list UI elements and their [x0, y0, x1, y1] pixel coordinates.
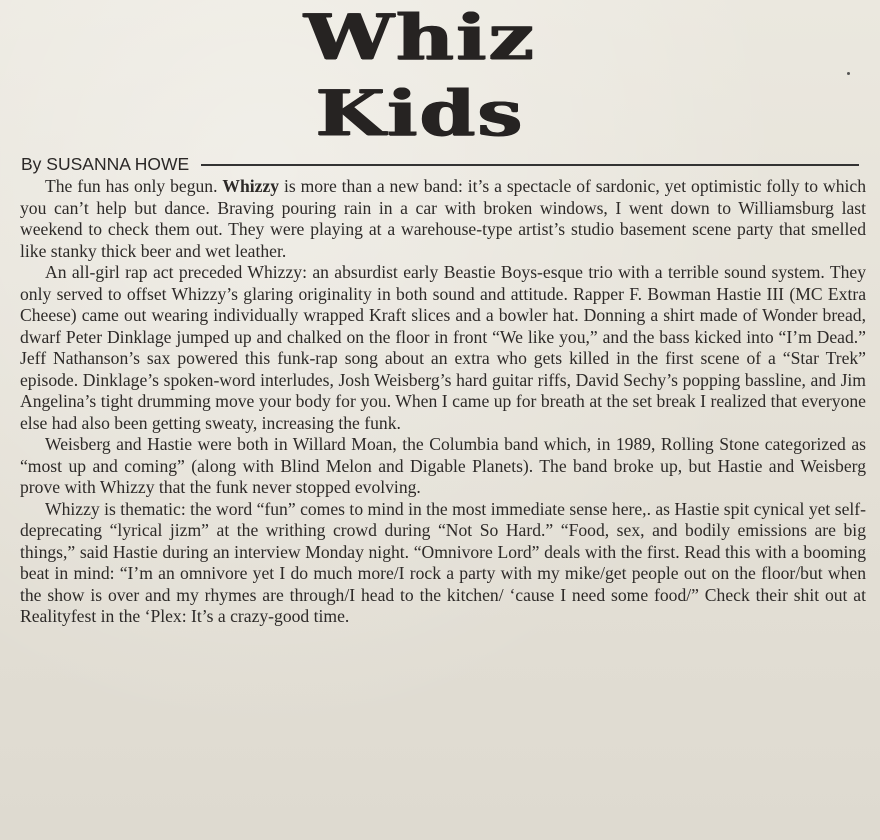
article-paragraph-2: An all-girl rap act preceded Whizzy: an absurdist early Beastie Boys-esque trio with a terrible sound system. They only served to offset Whizzy’s glaring originality in both sound and attitude. Rapper F. Bowman Hastie III (MC Extra Cheese) came out wearing individually wrapped Kraft slices and a bowler hat. Donning a shirt made of Wonder bread, dwarf Peter Dinklage jumped up and chalked on the floor in front “We like you,” and the bass kicked into “I’m Dead.” Jeff Nathanson’s sax powered this funk-rap song about an extra who gets killed in the first scene of a “Star Trek” episode. Dinklage’s spoken-word interludes, Josh Weisberg’s hard guitar riffs, David Sechy’s popping bassline, and Jim Angelina’s tight drumming move your body for you. When I came up for breath at the set break I realized that everyone else had also been getting sweaty, increasing the funk. [20, 262, 866, 433]
paragraph-1-band-name: Whizzy [222, 176, 280, 196]
article-paragraph-3: Weisberg and Hastie were both in Willard Moan, the Columbia band which, in 1989, Rolling Stone categorized as “most up and coming” (along with Blind Melon and Digable Planets). The band broke up, but Hastie and Weisberg prove with Whizzy that the funk never stopped evolving. [20, 434, 866, 497]
byline-rule [201, 164, 859, 166]
paragraph-1-lead: The fun has only begun. [45, 176, 223, 196]
byline-row [21, 152, 859, 176]
paragraph-1-rest: is more than a new band: it’s a spectacle of sardonic, yet optimistic folly to which you can’t help but dance. Braving pouring rain in a car with broken windows, I went down to Williamsburg last weekend to check them out. They were playing at a warehouse-type artist’s studio basement scene party that smelled like stanky thick beer and wet leather. [20, 176, 866, 261]
headline-line-2: Kids [315, 76, 525, 150]
byline: By SUSANNA HOWE [21, 153, 190, 174]
article-body [20, 176, 866, 628]
article-paragraph-4: Whizzy is thematic: the word “fun” comes to mind in the most immediate sense here,. as Hastie spit cynical yet self-deprecating “lyrical jizm” at the writhing crowd during “Not So Hard.” “Food, sex, and bodily emissions are big things,” said Hastie during an interview Monday night. “Omnivore Lord” deals with the first. Read this with a booming beat in mind: “I’m an omnivore yet I do much more/I rock a party with my mike/get people out on the floor/but when the show is over and my rhymes are through/I head to the kitchen/ ‘cause I need some food/” Check their shit out at Realityfest in the ‘Plex: It’s a crazy-good time. [20, 498, 866, 626]
headline-line-1: Whiz [304, 0, 536, 74]
paper-speck [847, 72, 850, 75]
article-paragraph-1 [20, 176, 866, 262]
